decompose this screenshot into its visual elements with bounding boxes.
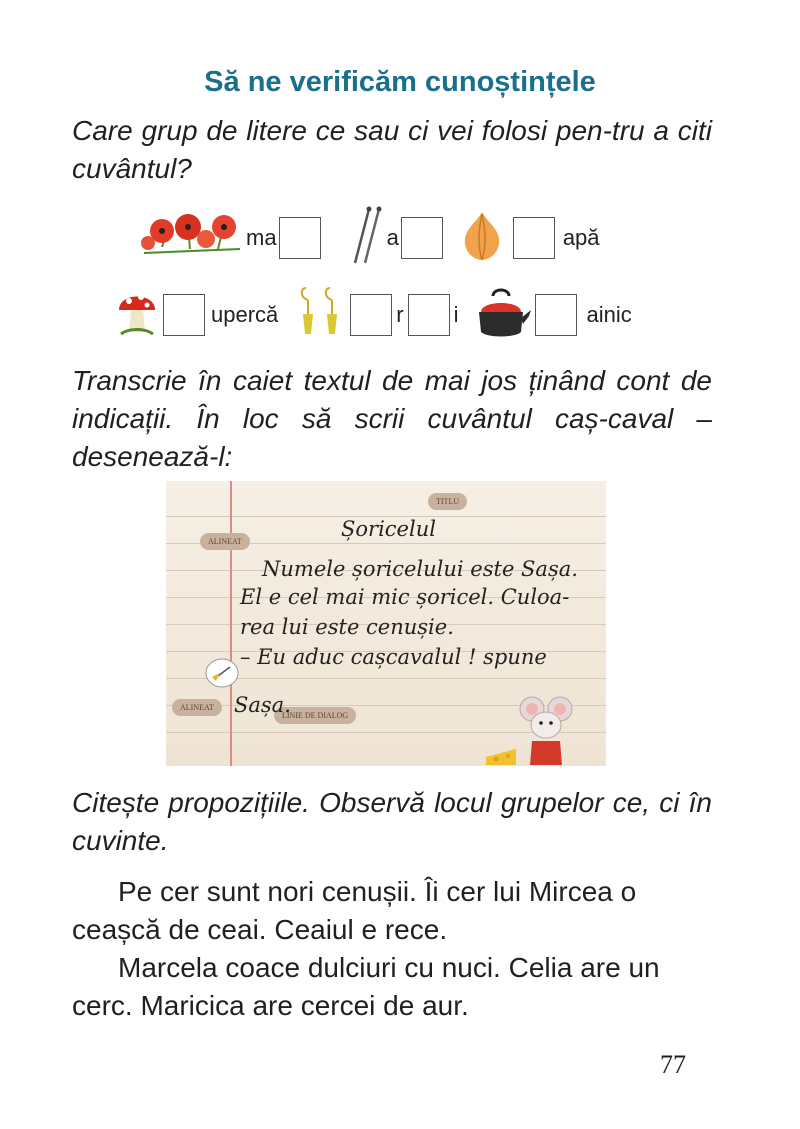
fill-word-2-text: a xyxy=(386,224,399,250)
fill-word-4-text: upercă xyxy=(211,301,279,327)
fill-word-6-text: i xyxy=(453,301,459,327)
paragraph-1: Pe cer sunt nori cenușii. Îi cer lui Mircea o ceașcă de ceai. Ceaiul e rece. xyxy=(72,876,637,945)
notebook-example-image xyxy=(166,481,606,766)
poppy-flowers-icon xyxy=(140,209,244,266)
fill-word-1-text: ma xyxy=(246,224,277,250)
exercise-row-1 xyxy=(140,205,602,270)
fill-word-3-text: apă xyxy=(562,224,600,250)
tag-alineat-1: ALINEAT xyxy=(200,533,250,550)
cheese-wedge-icon xyxy=(484,739,518,766)
tag-title: TITLU xyxy=(428,493,467,510)
instruction-3: Citește propozițiile. Observă locul grupelor ce, ci în cuvinte. xyxy=(72,787,712,856)
answer-box-6[interactable] xyxy=(408,294,450,336)
instruction-1: Care grup de litere ce sau ci vei folosi pen-tru a citi cuvântul? xyxy=(72,115,712,184)
page-title: Să ne verificăm cunoștințele xyxy=(204,66,596,98)
tag-alineat-2: ALINEAT xyxy=(172,699,222,716)
answer-box-5[interactable] xyxy=(350,294,392,336)
fill-word-7-text: ainic xyxy=(586,301,632,327)
reading-paragraphs xyxy=(72,873,712,1025)
cheese-drawing-circle-icon xyxy=(202,655,242,696)
answer-box-7[interactable] xyxy=(535,294,577,336)
handwritten-line-2: El e cel mai mic șoricel. Culoa- xyxy=(240,585,570,609)
answer-box-1[interactable] xyxy=(279,217,321,259)
onion-icon xyxy=(457,208,507,267)
tag-dialog-line: LINIE DE DIALOG xyxy=(274,707,356,724)
knitting-needles-icon xyxy=(349,205,385,270)
earrings-icon xyxy=(296,284,346,345)
handwritten-line-4: – Eu aduc cașcavalul ! spune xyxy=(240,645,547,669)
exercise-row-2 xyxy=(115,282,634,347)
answer-box-3[interactable] xyxy=(513,217,555,259)
page-number: 77 xyxy=(660,1050,686,1079)
answer-box-2[interactable] xyxy=(401,217,443,259)
handwritten-line-3: rea lui este cenușie. xyxy=(240,615,454,639)
fill-word-5-text: r xyxy=(396,301,404,327)
answer-box-4[interactable] xyxy=(163,294,205,336)
instruction-2: Transcrie în caiet textul de mai jos ținând cont de indicații. În loc să scrii cuvântul caș-caval – desenează-l: xyxy=(72,365,712,472)
margin-line xyxy=(230,481,232,766)
handwritten-line-5: Sașa. xyxy=(234,693,291,717)
handwritten-title: Șoricelul xyxy=(341,517,436,541)
mouse-character-icon xyxy=(516,693,576,766)
handwritten-line-1: Numele șoricelului este Sașa. xyxy=(262,557,578,581)
mushroom-icon xyxy=(115,284,159,345)
paragraph-2: Marcela coace dulciuri cu nuci. Celia are un cerc. Maricica are cercei de aur. xyxy=(72,952,660,1021)
teapot-icon xyxy=(471,282,531,347)
